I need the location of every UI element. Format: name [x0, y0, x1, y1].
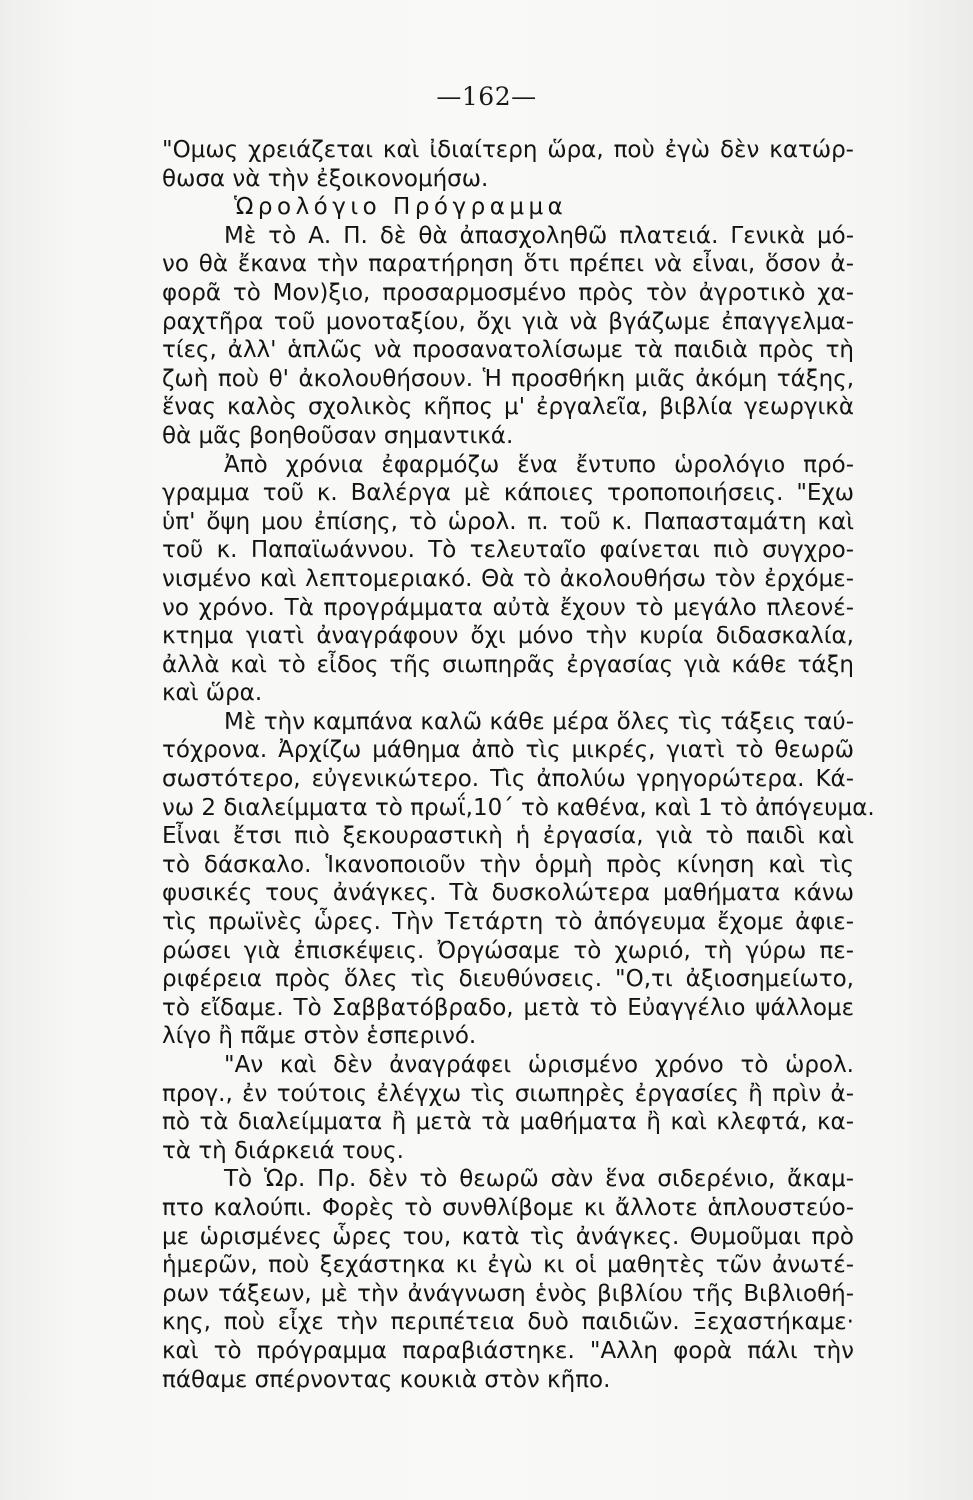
text-line: Μὲ τὸ Α. Π. δὲ θὰ ἀπασχοληθῶ πλατειά. Γενικὰ μό-: [224, 222, 854, 249]
section-heading-text: Ὡρολόγιο Πρόγραμμα: [234, 194, 568, 221]
text-line: σωστότερο, εὐγενικώτερο. Τὶς ἀπολύω γρηγορώτερα. Κά-: [162, 766, 854, 793]
text-line: τὶς πρωϊνὲς ὧρες. Τὴν Τετάρτη τὸ ἀπόγευμα ἔχομε ἀφιε-: [162, 909, 854, 936]
text-line: τίες, ἀλλ' ἁπλῶς νὰ προσανατολίσωμε τὰ παιδιὰ πρὸς τὴ: [162, 337, 854, 364]
text-line: τοῦ κ. Παπαϊωάννου. Τὸ τελευταῖο φαίνεται πιὸ συγχρο-: [162, 537, 854, 564]
paragraph: [162, 1165, 854, 1394]
text-line: φυσικές τους ἀνάγκες. Τὰ δυσκολώτερα μαθήματα κάνω: [162, 880, 854, 907]
paragraph: [162, 708, 875, 1051]
text-line: τὸ εἴδαμε. Τὸ Σαββατόβραδο, μετὰ τὸ Εὐαγγέλιο ψάλλομε: [162, 994, 854, 1021]
text-line: Ἀπὸ χρόνια ἐφαρμόζω ἕνα ἔντυπο ὡρολόγιο πρό-: [224, 451, 854, 478]
text-line: καὶ τὸ πρόγραμμα παραβιάστηκε. "Αλλη φορὰ πάλι τὴν: [162, 1337, 854, 1364]
text-line: πτο καλούπι. Φορὲς τὸ συνθλίβομε κι ἄλλοτε ἁπλουστεύο-: [162, 1194, 854, 1221]
text-line: Μὲ τὴν καμπάνα καλῶ κάθε μέρα ὅλες τὶς τάξεις ταύ-: [224, 708, 854, 735]
text-line: τὸ δάσκαλο. Ἱκανοποιοῦν τὴν ὁρμὴ πρὸς κίνηση καὶ τὶς: [162, 851, 854, 878]
text-line: ὑπ' ὄψη μου ἐπίσης, τὸ ὡρολ. π. τοῦ κ. Παπασταμάτη καὶ: [162, 508, 854, 535]
text-line: ἡμερῶν, ποὺ ξεχάστηκα κι ἐγὼ κι οἱ μαθητὲς τῶν ἀνωτέ-: [162, 1252, 854, 1279]
text-line: ριφέρεια πρὸς ὅλες τὶς διευθύνσεις. "Ο,τι ἀξιοσημείωτο,: [162, 966, 854, 993]
text-line: νο θὰ ἔκανα τὴν παρατήρηση ὅτι πρέπει νὰ εἶναι, ὅσον ἀ-: [162, 251, 854, 278]
text-line: θωσα νὰ τὴν ἐξοικονομήσω.: [162, 165, 489, 192]
text-line: ἀλλὰ καὶ τὸ εἶδος τῆς σιωπηρᾶς ἐργασίας γιὰ κάθε τάξη: [162, 651, 854, 678]
text-line: ραχτῆρα τοῦ μονοταξίου, ὄχι γιὰ νὰ βγάζωμε ἐπαγγελμα-: [162, 308, 854, 335]
paragraph: [162, 222, 854, 451]
text-line: ρων τάξεων, μὲ τὴν ἀνάγνωση ἑνὸς βιβλίου τῆς Βιβλιοθή-: [162, 1280, 854, 1307]
paragraph: [162, 136, 854, 193]
text-line: πὸ τὰ διαλείμματα ἢ μετὰ τὰ μαθήματα ἢ καὶ κλεφτά, κα-: [162, 1109, 854, 1136]
paragraph: [162, 451, 854, 708]
text-line: τόχρονα. Ἀρχίζω μάθημα ἀπὸ τὶς μικρές, γιατὶ τὸ θεωρῶ: [162, 737, 854, 764]
text-line: Τὸ Ὡρ. Πρ. δὲν τὸ θεωρῶ σὰν ἕνα σιδερένιο, ἄκαμ-: [224, 1166, 854, 1193]
text-line: τὰ τὴ διάρκειά τους.: [162, 1137, 404, 1164]
page-number: —162—: [436, 82, 537, 111]
text-line: φορᾶ τὸ Μον)ξιο, προσαρμοσμένο πρὸς τὸν ἀγροτικὸ χα-: [162, 279, 854, 306]
text-line: κτημα γιατὶ ἀναγράφουν ὄχι μόνο τὴν κυρία διδασκαλία,: [162, 623, 854, 650]
text-line: ἕνας καλὸς σχολικὸς κῆπος μ' ἐργαλεῖα, βιβλία γεωργικὰ: [162, 394, 854, 421]
text-line: "Ομως χρειάζεται καὶ ἰδιαίτερη ὥρα, ποὺ ἐγὼ δὲν κατώρ-: [162, 137, 854, 163]
text-line: νω 2 διαλείμματα τὸ πρωΐ,10΄ τὸ καθένα, καὶ 1 τὸ ἀπόγευμα.: [162, 794, 875, 821]
text-line: καὶ ὥρα.: [162, 680, 263, 707]
text-line: νο χρόνο. Τὰ προγράμματα αὐτὰ ἔχουν τὸ μεγάλο πλεονέ-: [162, 594, 854, 621]
text-line: κης, ποὺ εἶχε τὴν περιπέτεια δυὸ παιδιῶν. Ξεχαστήκαμε·: [162, 1309, 854, 1336]
text-line: θὰ μᾶς βοηθοῦσαν σημαντικά.: [162, 422, 514, 449]
text-line: πάθαμε σπέρνοντας κουκιὰ στὸν κῆπο.: [162, 1366, 611, 1393]
section-heading: [162, 193, 854, 222]
text-line: Εἶναι ἔτσι πιὸ ξεκουραστικὴ ἡ ἐργασία, γιὰ τὸ παιδὶ καὶ: [162, 823, 854, 850]
text-line: προγ., ἐν τούτοις ἐλέγχω τὶς σιωπηρὲς ἐργασίες ἢ πρὶν ἀ-: [162, 1080, 854, 1107]
text-line: με ὡρισμένες ὧρες του, κατὰ τὶς ἀνάγκες. Θυμοῦμαι πρὸ: [162, 1223, 854, 1250]
text-line: γραμμα τοῦ κ. Βαλέργα μὲ κάποιες τροποποιήσεις. "Εχω: [162, 480, 854, 507]
paragraph: [162, 1051, 854, 1165]
text-line: λίγο ἢ πᾶμε στὸν ἑσπερινό.: [162, 1023, 477, 1050]
text-line: ρώσει γιὰ ἐπισκέψεις. Ὀργώσαμε τὸ χωριό, τὴ γύρω πε-: [162, 937, 854, 964]
body-text: [162, 136, 875, 1394]
text-line: "Αν καὶ δὲν ἀναγράφει ὡρισμένο χρόνο τὸ ὡρολ.: [224, 1052, 854, 1078]
text-line: νισμένο καὶ λεπτομεριακό. Θὰ τὸ ἀκολουθήσω τὸν ἐρχόμε-: [162, 565, 854, 592]
text-line: ζωὴ ποὺ θ' ἀκολουθήσουν. Ἡ προσθήκη μιᾶς ἀκόμη τάξης,: [162, 365, 854, 392]
